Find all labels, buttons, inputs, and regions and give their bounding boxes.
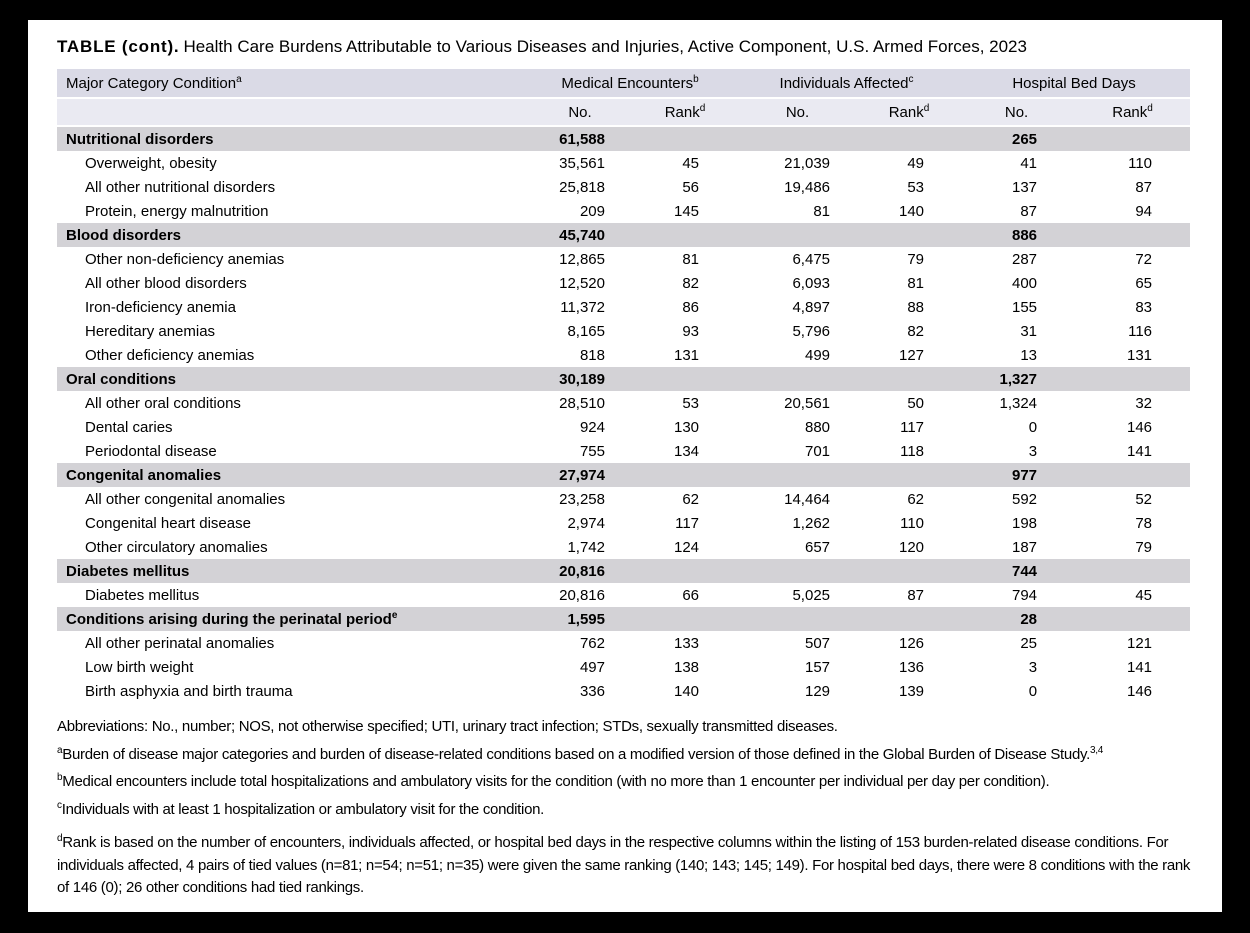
ia-no-cell: 507 <box>804 634 831 652</box>
hbd-no-cell: 155 <box>1012 298 1038 316</box>
hbd-rank-cell: 131 <box>1127 346 1153 364</box>
ia-rank-cell: 136 <box>899 658 925 676</box>
ia-rank-cell: 127 <box>899 346 925 364</box>
ia-no-cell: 6,093 <box>792 274 831 292</box>
ia-no-cell: 880 <box>804 418 831 436</box>
footnote-abbreviations <box>57 716 1197 739</box>
me-rank-cell: 53 <box>682 394 700 412</box>
footnote-text: Rank is based on the number of encounters, individuals affected, or hospital bed days in the respective columns within the listing of 153 burden-related disease conditions. For individuals affected, 4 pairs of tied values (n=81; n=54; n=51; n=35) were given the same ranking (140; 143; 145; 149). For hospital bed days, there were 8 conditions with the rank of 146 (0); 26 other conditions had tied rankings. <box>57 834 1191 896</box>
hbd-rank-cell: 146 <box>1127 682 1153 700</box>
hbd-rank-cell: 78 <box>1135 514 1153 532</box>
ia-no-cell: 21,039 <box>784 154 831 172</box>
hbd-rank-cell: 52 <box>1135 490 1153 508</box>
hbd-rank-cell: 79 <box>1135 538 1153 556</box>
me-no-cell: 1,742 <box>567 538 605 556</box>
hbd-no-cell: 3 <box>1028 442 1038 460</box>
footnote-marker-c: c <box>57 799 62 811</box>
ia-rank-cell: 82 <box>907 322 925 340</box>
hbd-rank-cell: 65 <box>1135 274 1153 292</box>
ia-rank-cell: 53 <box>907 178 925 196</box>
me-rank-cell: 66 <box>682 586 700 604</box>
category-ia-no-cell <box>735 367 860 391</box>
me-rank-cell: 131 <box>673 346 700 364</box>
me-no-cell: 2,974 <box>567 514 605 532</box>
footnote-d <box>57 832 1197 900</box>
me-no-cell: 20,816 <box>559 586 605 604</box>
me-rank-cell: 62 <box>682 490 700 508</box>
category-ia-no-cell <box>735 559 860 583</box>
hbd-no-cell: 87 <box>1020 202 1038 220</box>
footnote-marker-d: d <box>57 833 63 844</box>
ia-no-cell: 5,796 <box>792 322 831 340</box>
hbd-no-cell: 198 <box>1012 514 1038 532</box>
category-hbd-rank-cell <box>1075 607 1190 631</box>
header-medical-encounters: Medical Encounters$^b$ <box>525 69 735 98</box>
footnote-text: Abbreviations: No., number; NOS, not otherwise specified; UTI, urinary tract infection; STDs, sexually transmitted diseases. <box>57 718 838 735</box>
condition-name-cell: Birth asphyxia and birth trauma <box>85 682 293 700</box>
category-hbd-rank-cell <box>1075 126 1190 151</box>
me-no-cell: 818 <box>579 346 605 364</box>
footnote-text: Burden of disease major categories and burden of disease-related conditions based on a modified version of those defined in the Global Burden of Disease Study. <box>62 745 1090 763</box>
hbd-rank-cell: 121 <box>1127 634 1153 652</box>
category-me-no-cell: 1,595 <box>525 607 635 631</box>
hbd-rank-cell: 32 <box>1135 394 1153 412</box>
category-name-cell: Blood disorders <box>57 223 525 247</box>
category-name-cell: Oral conditions <box>57 367 525 391</box>
ia-no-cell: 20,561 <box>784 394 831 412</box>
header-me-no: No. <box>525 98 635 126</box>
category-name-cell: Nutritional disorders <box>57 126 525 151</box>
ia-rank-cell: 88 <box>907 298 925 316</box>
me-rank-cell: 138 <box>673 658 700 676</box>
category-ia-rank-cell <box>860 559 958 583</box>
category-name-cell: Diabetes mellitus <box>57 559 525 583</box>
reference-superscript: 3,4 <box>1089 744 1103 756</box>
hbd-no-cell: 25 <box>1020 634 1038 652</box>
me-no-cell: 8,165 <box>567 322 605 340</box>
category-me-no-cell: 45,740 <box>525 223 635 247</box>
hbd-no-cell: 187 <box>1012 538 1038 556</box>
condition-name-cell: All other perinatal anomalies <box>85 634 275 652</box>
burden-table <box>57 69 1190 703</box>
condition-row <box>57 151 1190 175</box>
category-hbd-rank-cell <box>1075 559 1190 583</box>
category-row <box>57 223 1190 247</box>
footnote-marker-b: b <box>57 772 63 783</box>
ia-no-cell: 499 <box>804 346 831 364</box>
hbd-no-cell: 41 <box>1020 154 1038 172</box>
category-row <box>57 607 1190 631</box>
table-title <box>57 36 1193 58</box>
hbd-rank-cell: 116 <box>1128 322 1153 340</box>
category-hbd-no-cell: 886 <box>958 223 1075 247</box>
ia-no-cell: 1,262 <box>792 514 831 532</box>
condition-name-cell: Low birth weight <box>85 658 194 676</box>
ia-rank-cell: 118 <box>900 442 925 460</box>
hbd-rank-cell: 110 <box>1128 154 1153 172</box>
me-rank-cell: 140 <box>673 682 700 700</box>
ia-rank-cell: 50 <box>907 394 925 412</box>
superscript-e: e <box>391 609 398 621</box>
footnote-text: Conditions affecting newborns erroneously coded on service member medical records. <box>62 912 612 930</box>
condition-row <box>57 199 1190 223</box>
condition-row <box>57 319 1190 343</box>
category-row <box>57 367 1190 391</box>
me-no-cell: 12,865 <box>559 250 605 268</box>
hbd-no-cell: 592 <box>1012 490 1038 508</box>
condition-name-cell: Hereditary anemias <box>85 322 216 340</box>
ia-no-cell: 657 <box>804 538 831 556</box>
hbd-no-cell: 794 <box>1012 586 1038 604</box>
category-hbd-no-cell: 265 <box>958 126 1075 151</box>
category-hbd-rank-cell <box>1075 463 1190 487</box>
condition-name-cell: Dental caries <box>85 418 173 436</box>
condition-name-cell: All other blood disorders <box>85 274 247 292</box>
hbd-no-cell: 287 <box>1012 250 1038 268</box>
header-spacer <box>57 98 525 126</box>
category-hbd-no-cell: 744 <box>958 559 1075 583</box>
me-rank-cell: 93 <box>682 322 700 340</box>
hbd-rank-cell: 141 <box>1127 442 1153 460</box>
condition-name-cell: Protein, energy malnutrition <box>85 202 269 220</box>
condition-row <box>57 511 1190 535</box>
footnote-text: Medical encounters include total hospitalizations and ambulatory visits for the condition (with no more than 1 encounter per individual per day per condition). <box>62 773 1050 790</box>
me-no-cell: 11,372 <box>560 298 605 316</box>
condition-row <box>57 391 1190 415</box>
category-ia-rank-cell <box>860 607 958 631</box>
me-rank-cell: 86 <box>682 298 700 316</box>
category-ia-rank-cell <box>860 367 958 391</box>
category-hbd-rank-cell <box>1075 367 1190 391</box>
condition-name-cell: All other congenital anomalies <box>85 490 286 508</box>
superscript-d: d <box>699 102 706 114</box>
category-ia-no-cell <box>735 126 860 151</box>
ia-no-cell: 14,464 <box>784 490 831 508</box>
category-me-no-cell: 27,974 <box>525 463 635 487</box>
ia-rank-cell: 87 <box>907 586 925 604</box>
ia-rank-cell: 81 <box>907 274 925 292</box>
condition-name-cell: Other non-deficiency anemias <box>85 250 285 268</box>
condition-row <box>57 679 1190 703</box>
condition-row <box>57 439 1190 463</box>
ia-no-cell: 701 <box>804 442 831 460</box>
ia-no-cell: 6,475 <box>792 250 831 268</box>
hbd-rank-cell: 141 <box>1127 658 1153 676</box>
hbd-no-cell: 137 <box>1012 178 1038 196</box>
me-no-cell: 35,561 <box>559 154 605 172</box>
category-me-rank-cell <box>635 559 735 583</box>
header-ia-no: No. <box>735 98 860 126</box>
ia-rank-cell: 79 <box>907 250 925 268</box>
category-me-no-cell: 61,588 <box>525 126 635 151</box>
me-rank-cell: 82 <box>682 274 700 292</box>
ia-no-cell: 19,486 <box>784 178 831 196</box>
ia-rank-cell: 117 <box>900 418 925 436</box>
hbd-rank-cell: 72 <box>1135 250 1153 268</box>
condition-name-cell: All other nutritional disorders <box>85 178 276 196</box>
category-me-rank-cell <box>635 463 735 487</box>
me-no-cell: 23,258 <box>559 490 605 508</box>
condition-row <box>57 295 1190 319</box>
category-ia-no-cell <box>735 463 860 487</box>
category-row <box>57 559 1190 583</box>
condition-row <box>57 415 1190 439</box>
footnote-text: Individuals with at least 1 hospitalization or ambulatory visit for the condition. <box>61 800 545 818</box>
category-me-no-cell: 20,816 <box>525 559 635 583</box>
category-me-rank-cell <box>635 223 735 247</box>
category-me-rank-cell <box>635 367 735 391</box>
me-rank-cell: 134 <box>673 442 700 460</box>
category-hbd-no-cell: 977 <box>958 463 1075 487</box>
superscript-b: b <box>693 73 699 85</box>
ia-rank-cell: 120 <box>899 538 925 556</box>
me-no-cell: 209 <box>579 202 605 220</box>
header-hbd-no: No. <box>958 98 1075 126</box>
ia-no-cell: 81 <box>813 202 831 220</box>
ia-rank-cell: 126 <box>899 634 925 652</box>
hbd-no-cell: 13 <box>1020 346 1038 364</box>
ia-rank-cell: 139 <box>899 682 925 700</box>
condition-row <box>57 583 1190 607</box>
me-no-cell: 25,818 <box>559 178 605 196</box>
condition-row <box>57 535 1190 559</box>
ia-rank-cell: 49 <box>907 154 925 172</box>
header-row-sub <box>57 98 1190 126</box>
condition-row <box>57 487 1190 511</box>
table-title-label: TABLE (cont). <box>57 37 180 56</box>
category-name-cell: Conditions arising during the perinatal period$^e$ <box>57 607 525 631</box>
category-me-rank-cell <box>635 607 735 631</box>
header-major-category-condition: Major Category Condition$^a$ <box>57 69 525 98</box>
footnote-marker-a: a <box>57 744 63 756</box>
ia-rank-cell: 62 <box>907 490 925 508</box>
hbd-rank-cell: 83 <box>1135 298 1153 316</box>
table-title-text: Health Care Burdens Attributable to Various Diseases and Injuries, Active Component, U.S. Armed Forces, 2023 <box>183 37 1027 56</box>
me-rank-cell: 133 <box>673 634 700 652</box>
me-rank-cell: 81 <box>682 250 700 268</box>
hbd-rank-cell: 94 <box>1135 202 1153 220</box>
category-hbd-rank-cell <box>1075 223 1190 247</box>
condition-name-cell: Diabetes mellitus <box>85 586 200 604</box>
ia-no-cell: 5,025 <box>792 586 831 604</box>
superscript-d: d <box>923 102 930 114</box>
me-no-cell: 497 <box>579 658 605 676</box>
condition-name-cell: Iron-deficiency anemia <box>85 298 236 316</box>
condition-name-cell: Overweight, obesity <box>85 154 217 172</box>
condition-row <box>57 271 1190 295</box>
me-rank-cell: 130 <box>673 418 700 436</box>
category-name-cell: Congenital anomalies <box>57 463 525 487</box>
footnotes <box>57 716 1197 933</box>
footnote-a <box>57 744 1197 767</box>
hbd-no-cell: 0 <box>1028 682 1038 700</box>
report-page <box>28 20 1222 930</box>
condition-row <box>57 343 1190 367</box>
footnote-marker-e: e <box>57 911 63 923</box>
ia-rank-cell: 140 <box>899 202 925 220</box>
hbd-no-cell: 31 <box>1020 322 1038 340</box>
burden-table-body <box>57 126 1190 703</box>
condition-row <box>57 175 1190 199</box>
superscript-d: d <box>1147 102 1153 114</box>
condition-row <box>57 247 1190 271</box>
superscript-a: a <box>236 73 242 85</box>
category-row <box>57 463 1190 487</box>
condition-name-cell: All other oral conditions <box>85 394 241 412</box>
header-hbd-rank: Rank$^d$ <box>1075 98 1190 126</box>
ia-no-cell: 157 <box>804 658 831 676</box>
header-row-groups <box>57 69 1190 98</box>
header-hospital-bed-days: Hospital Bed Days <box>958 69 1190 98</box>
condition-name-cell: Other circulatory anomalies <box>85 538 268 556</box>
header-ia-rank: Rank$^d$ <box>860 98 958 126</box>
category-ia-no-cell <box>735 223 860 247</box>
ia-no-cell: 4,897 <box>792 298 831 316</box>
superscript-c: c <box>908 73 914 85</box>
me-rank-cell: 117 <box>675 514 700 532</box>
category-hbd-no-cell: 1,327 <box>958 367 1075 391</box>
burden-table-header <box>57 69 1190 126</box>
ia-rank-cell: 110 <box>900 514 925 532</box>
footnote-e <box>57 911 1197 933</box>
hbd-rank-cell: 45 <box>1135 586 1153 604</box>
me-rank-cell: 56 <box>682 178 700 196</box>
me-rank-cell: 145 <box>673 202 700 220</box>
category-ia-rank-cell <box>860 463 958 487</box>
category-hbd-no-cell: 28 <box>958 607 1075 631</box>
category-ia-rank-cell <box>860 223 958 247</box>
header-me-rank: Rank$^d$ <box>635 98 735 126</box>
hbd-no-cell: 3 <box>1028 658 1038 676</box>
condition-name-cell: Congenital heart disease <box>85 514 251 532</box>
header-individuals-affected: Individuals Affected$^c$ <box>735 69 958 98</box>
me-rank-cell: 124 <box>673 538 700 556</box>
me-no-cell: 12,520 <box>559 274 605 292</box>
category-ia-no-cell <box>735 607 860 631</box>
me-no-cell: 336 <box>579 682 605 700</box>
ia-no-cell: 129 <box>804 682 831 700</box>
category-ia-rank-cell <box>860 126 958 151</box>
condition-row <box>57 631 1190 655</box>
category-me-no-cell: 30,189 <box>525 367 635 391</box>
footnote-b <box>57 771 1197 794</box>
hbd-no-cell: 400 <box>1012 274 1038 292</box>
category-row <box>57 126 1190 151</box>
hbd-no-cell: 0 <box>1028 418 1038 436</box>
me-no-cell: 755 <box>579 442 605 460</box>
condition-name-cell: Other deficiency anemias <box>85 346 255 364</box>
footnote-c <box>57 799 1197 822</box>
me-no-cell: 762 <box>579 634 605 652</box>
hbd-no-cell: 1,324 <box>999 394 1038 412</box>
me-rank-cell: 45 <box>682 154 700 172</box>
hbd-rank-cell: 146 <box>1127 418 1153 436</box>
me-no-cell: 28,510 <box>559 394 605 412</box>
category-me-rank-cell <box>635 126 735 151</box>
condition-name-cell: Periodontal disease <box>85 442 217 460</box>
hbd-rank-cell: 87 <box>1135 178 1153 196</box>
me-no-cell: 924 <box>579 418 605 436</box>
condition-row <box>57 655 1190 679</box>
